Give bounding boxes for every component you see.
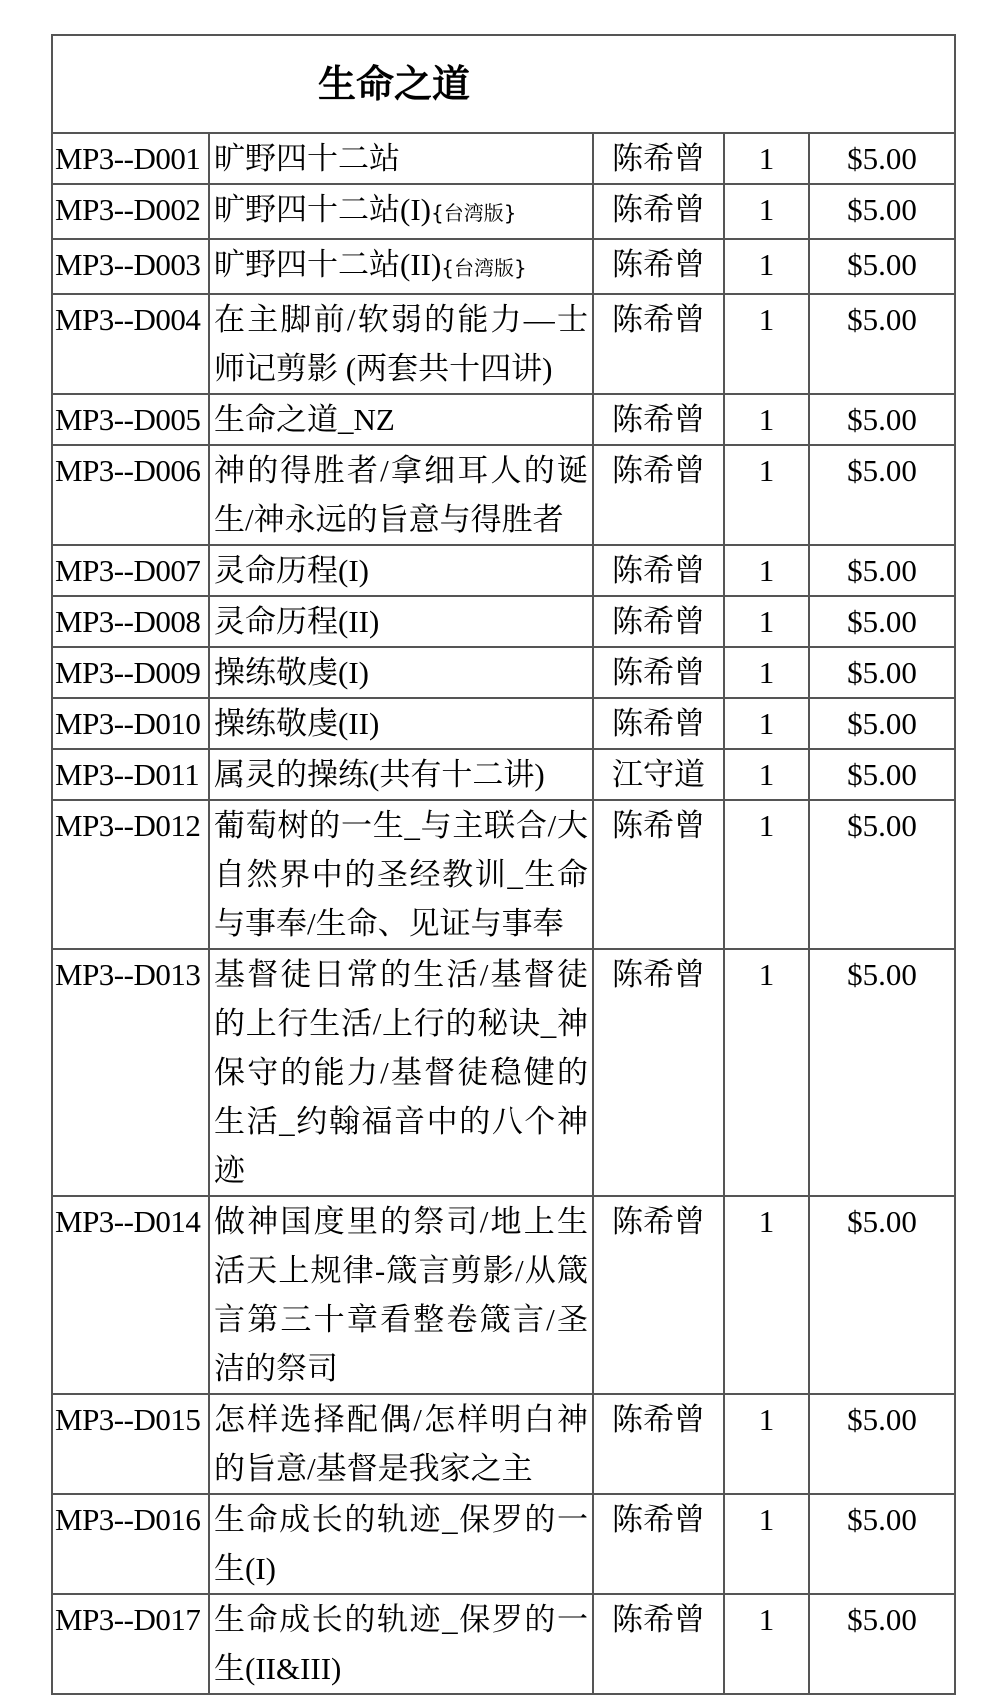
item-title-text: 基督徒日常的生活/基督徒的上行生活/上行的秘诀_神保守的能力/基督徒稳健的生活_约翰福音中的八个神迹 xyxy=(214,957,588,1188)
item-speaker: 陈希曾 xyxy=(593,239,724,294)
item-title xyxy=(209,647,593,698)
item-price: $5.00 xyxy=(809,239,955,294)
item-quantity: 1 xyxy=(724,749,809,800)
item-price: $5.00 xyxy=(809,596,955,647)
item-title xyxy=(209,545,593,596)
table-row xyxy=(52,1196,955,1394)
item-code: MP3--D010 xyxy=(52,698,209,749)
item-price: $5.00 xyxy=(809,294,955,394)
item-title-text: 生命成长的轨迹_保罗的一生(I) xyxy=(214,1502,588,1586)
table-row xyxy=(52,184,955,239)
item-title xyxy=(209,749,593,800)
item-quantity: 1 xyxy=(724,239,809,294)
table-row xyxy=(52,394,955,445)
item-quantity: 1 xyxy=(724,1196,809,1394)
catalog-table xyxy=(51,34,956,1695)
item-code: MP3--D013 xyxy=(52,949,209,1196)
item-code: MP3--D002 xyxy=(52,184,209,239)
item-speaker: 陈希曾 xyxy=(593,698,724,749)
table-row xyxy=(52,294,955,394)
table-row xyxy=(52,545,955,596)
item-quantity: 1 xyxy=(724,294,809,394)
item-title-text: 做神国度里的祭司/地上生活天上规律-箴言剪影/从箴言第三十章看整卷箴言/圣洁的祭司 xyxy=(214,1204,588,1386)
item-quantity: 1 xyxy=(724,545,809,596)
item-price: $5.00 xyxy=(809,1196,955,1394)
item-speaker: 陈希曾 xyxy=(593,184,724,239)
item-code: MP3--D004 xyxy=(52,294,209,394)
item-speaker: 江守道 xyxy=(593,749,724,800)
item-title xyxy=(209,184,593,239)
item-title-text: 操练敬虔(I) xyxy=(214,655,369,690)
item-price: $5.00 xyxy=(809,1494,955,1594)
item-price: $5.00 xyxy=(809,800,955,949)
item-speaker: 陈希曾 xyxy=(593,596,724,647)
item-title-text: 灵命历程(I) xyxy=(214,553,369,588)
item-title-text: 旷野四十二站 xyxy=(214,141,400,176)
item-code: MP3--D007 xyxy=(52,545,209,596)
item-title xyxy=(209,394,593,445)
table-row xyxy=(52,949,955,1196)
item-quantity: 1 xyxy=(724,1594,809,1694)
item-price: $5.00 xyxy=(809,394,955,445)
item-code: MP3--D008 xyxy=(52,596,209,647)
item-title xyxy=(209,1196,593,1394)
item-quantity: 1 xyxy=(724,1494,809,1594)
item-code: MP3--D003 xyxy=(52,239,209,294)
item-price: $5.00 xyxy=(809,184,955,239)
item-title-text: 旷野四十二站(II) xyxy=(214,247,442,282)
item-code: MP3--D001 xyxy=(52,133,209,184)
item-title xyxy=(209,133,593,184)
item-title-text: 旷野四十二站(I) xyxy=(214,192,431,227)
item-title xyxy=(209,949,593,1196)
item-title xyxy=(209,294,593,394)
item-title-text: 葡萄树的一生_与主联合/大自然界中的圣经教训_生命与事奉/生命、见证与事奉 xyxy=(214,808,588,941)
item-code: MP3--D017 xyxy=(52,1594,209,1694)
item-quantity: 1 xyxy=(724,445,809,545)
item-title-text: 操练敬虔(II) xyxy=(214,706,380,741)
item-title xyxy=(209,445,593,545)
table-row xyxy=(52,596,955,647)
item-title xyxy=(209,1594,593,1694)
item-speaker: 陈希曾 xyxy=(593,949,724,1196)
item-title-text: 神的得胜者/拿细耳人的诞生/神永远的旨意与得胜者 xyxy=(214,453,588,537)
table-row xyxy=(52,647,955,698)
item-note: {台湾版} xyxy=(430,201,517,225)
item-price: $5.00 xyxy=(809,545,955,596)
item-title xyxy=(209,800,593,949)
item-speaker: 陈希曾 xyxy=(593,394,724,445)
item-quantity: 1 xyxy=(724,184,809,239)
item-price: $5.00 xyxy=(809,1594,955,1694)
item-title xyxy=(209,1394,593,1494)
item-speaker: 陈希曾 xyxy=(593,800,724,949)
item-speaker: 陈希曾 xyxy=(593,545,724,596)
item-price: $5.00 xyxy=(809,1394,955,1494)
item-quantity: 1 xyxy=(724,647,809,698)
item-quantity: 1 xyxy=(724,800,809,949)
item-price: $5.00 xyxy=(809,445,955,545)
item-speaker: 陈希曾 xyxy=(593,133,724,184)
item-code: MP3--D015 xyxy=(52,1394,209,1494)
item-speaker: 陈希曾 xyxy=(593,1196,724,1394)
item-title-text: 生命成长的轨迹_保罗的一生(II&III) xyxy=(214,1602,588,1686)
table-row xyxy=(52,1494,955,1594)
page-title: 生命之道 xyxy=(52,35,955,133)
item-quantity: 1 xyxy=(724,133,809,184)
item-quantity: 1 xyxy=(724,394,809,445)
item-price: $5.00 xyxy=(809,749,955,800)
item-price: $5.00 xyxy=(809,949,955,1196)
table-row xyxy=(52,445,955,545)
item-speaker: 陈希曾 xyxy=(593,1394,724,1494)
item-speaker: 陈希曾 xyxy=(593,445,724,545)
item-speaker: 陈希曾 xyxy=(593,1494,724,1594)
item-speaker: 陈希曾 xyxy=(593,1594,724,1694)
item-quantity: 1 xyxy=(724,596,809,647)
item-quantity: 1 xyxy=(724,949,809,1196)
item-code: MP3--D011 xyxy=(52,749,209,800)
title-row xyxy=(52,35,955,133)
item-code: MP3--D006 xyxy=(52,445,209,545)
item-speaker: 陈希曾 xyxy=(593,294,724,394)
item-code: MP3--D016 xyxy=(52,1494,209,1594)
item-title-text: 怎样选择配偶/怎样明白神的旨意/基督是我家之主 xyxy=(214,1402,588,1486)
item-note: {台湾版} xyxy=(441,256,527,280)
item-title xyxy=(209,1494,593,1594)
table-row xyxy=(52,800,955,949)
table-row xyxy=(52,1594,955,1694)
item-title xyxy=(209,596,593,647)
item-title xyxy=(209,698,593,749)
table-row xyxy=(52,749,955,800)
item-title-text: 生命之道_NZ xyxy=(214,402,395,437)
item-price: $5.00 xyxy=(809,647,955,698)
table-row xyxy=(52,239,955,294)
item-code: MP3--D009 xyxy=(52,647,209,698)
item-speaker: 陈希曾 xyxy=(593,647,724,698)
table-row xyxy=(52,1394,955,1494)
item-quantity: 1 xyxy=(724,698,809,749)
item-code: MP3--D014 xyxy=(52,1196,209,1394)
item-price: $5.00 xyxy=(809,698,955,749)
item-code: MP3--D012 xyxy=(52,800,209,949)
item-title-text: 在主脚前/软弱的能力—士师记剪影 (两套共十四讲) xyxy=(214,302,588,386)
item-price: $5.00 xyxy=(809,133,955,184)
table-row xyxy=(52,698,955,749)
item-title-text: 属灵的操练(共有十二讲) xyxy=(214,757,545,792)
item-quantity: 1 xyxy=(724,1394,809,1494)
item-code: MP3--D005 xyxy=(52,394,209,445)
table-row xyxy=(52,133,955,184)
item-title xyxy=(209,239,593,294)
item-title-text: 灵命历程(II) xyxy=(214,604,380,639)
